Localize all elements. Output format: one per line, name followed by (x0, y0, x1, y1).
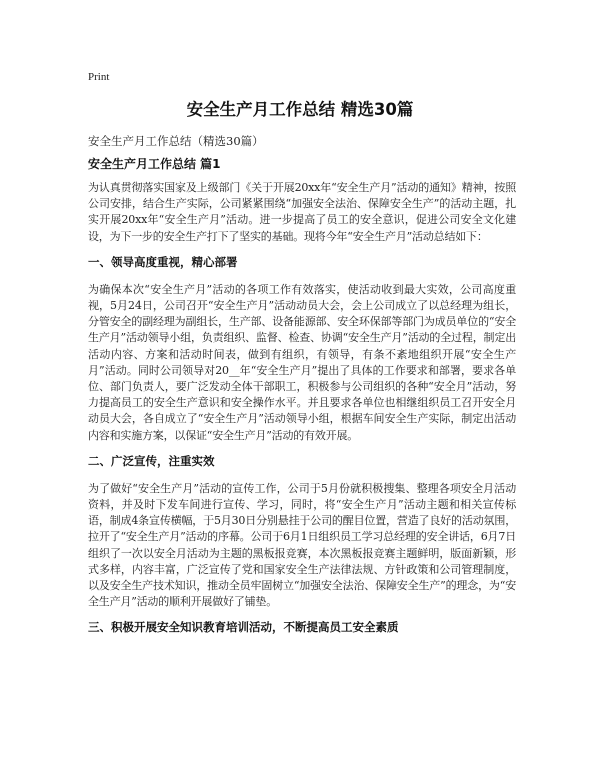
document-title: 安全生产月工作总结 精选30篇 (186, 100, 414, 119)
print-label[interactable]: Print (88, 71, 110, 83)
article-body (88, 155, 516, 647)
section-heading-2: 二、广泛宣传，注重实效 (88, 453, 215, 468)
intro-paragraph: 为认真贯彻落实国家及上级部门《关于开展20xx年“安全生产月”活动的通知》精神，按照公司安排，结合生产实际，公司紧紧围绕“加强安全法治、保障安全生产”的活动主题，扎实开展20xx年“安全生产月”活动。进一步提高了员工的安全意识，促进公司安全文化建设，为下一步的安全生产打下了坚实的基础。现将今年“安全生产月”活动总结如下： (88, 181, 516, 243)
section-heading-3: 三、积极开展安全知识教育培训活动，不断提高员工安全素质 (88, 620, 399, 635)
section-paragraph-2: 为了做好“安全生产月”活动的宣传工作，公司于5月份就积极搜集、整理各项安全月活动资料，并及时下发车间进行宣传、学习，同时，将“安全生产月”活动主题和相关宣传标语，制成4条宣传横幅，于5月30日分别悬挂于公司的醒目位置，营造了良好的活动氛围，拉开了“安全生产月”活动的序幕。公司于6月1日组织员工学习总经理的安全讲话，6月7日组织了一次以安全月活动为主题的黑板报竞赛，本次黑板报竞赛主题鲜明，版面新颖，形式多样，内容丰富，广泛宣传了党和国家安全生产法律法规、方针政策和公司管理制度，以及安全生产技术知识，推动全员牢固树立“加强安全法治、保障安全生产”的理念，为“安全生产月”活动的顺利开展做好了铺垫。 (88, 481, 516, 609)
section-paragraph-1: 为确保本次“安全生产月”活动的各项工作有效落实，使活动收到最大实效，公司高度重视，5月24日，公司召开“安全生产月”活动动员大会，会上公司成立了以总经理为组长，分管安全的副经理为副组长，生产部、设备能源部、安全环保部等部门为成员单位的“安全生产月”活动领导小组，负责组织、监督、检查、协调“安全生产月”活动的全过程，制定出活动内容、方案和活动时间表，做到有组织，有领导，有条不紊地组织开展“安全生产月”活动。同时公司领导对20__年“安全生产月”提出了具体的工作要求和部署，要求各单位、部门负责人，要广泛发动全体干部职工，积极参与公司组织的各种“安全月”活动，努力提高员工的安全生产意识和安全操作水平。并且要求各单位也相继组织员工召开安全月动员大会，各自成立了“安全生产月”活动领导小组，根据车间安全生产实际，制定出活动内容和实施方案，以保证“安全生产月”活动的有效开展。 (88, 282, 516, 442)
document-subtitle: 安全生产月工作总结（精选30篇） (88, 134, 264, 148)
section-heading-1: 一、领导高度重视，精心部署 (88, 254, 238, 269)
article-heading: 安全生产月工作总结 篇1 (88, 157, 221, 171)
